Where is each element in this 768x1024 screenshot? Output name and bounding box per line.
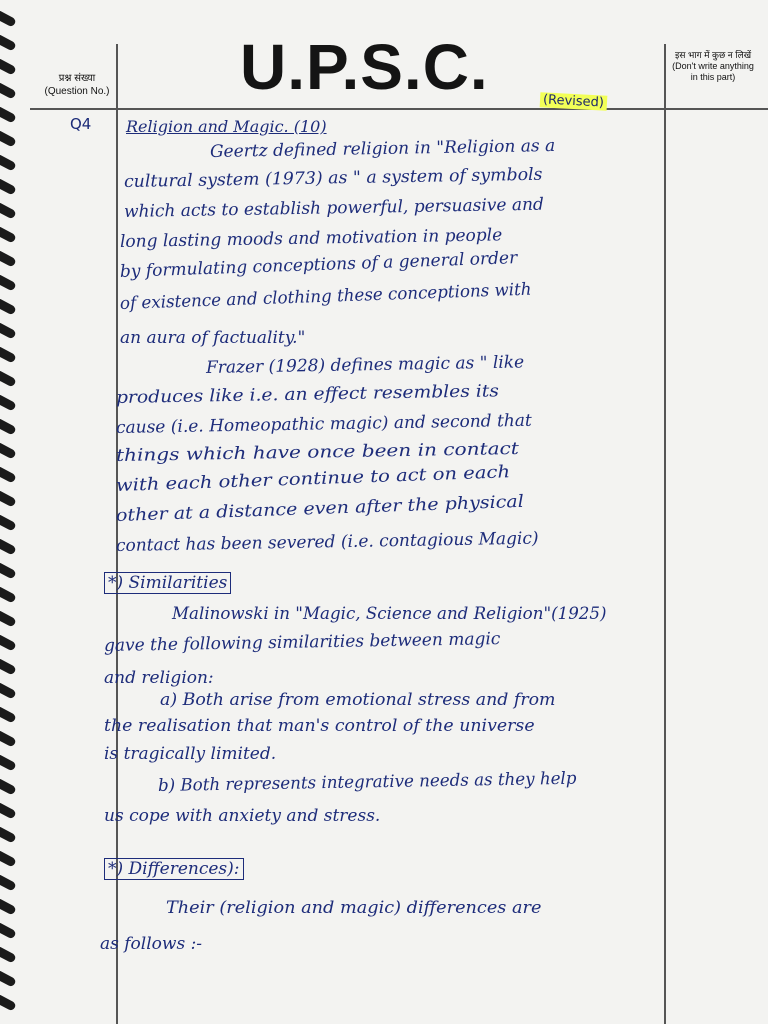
answer-line: with each other continue to act on each [115,462,511,496]
answer-line: Their (religion and magic) differences are [166,898,542,918]
revised-highlight: (Revised) [540,92,608,110]
answer-line: us cope with anxiety and stress. [104,806,381,826]
answer-line: of existence and clothing these conceptions with [119,279,532,314]
answer-line: b) Both represents integrative needs as they help [157,768,577,796]
answer-line: a) Both arise from emotional stress and from [160,690,556,710]
answer-line: which acts to establish powerful, persuasive and [123,194,545,222]
answer-line: Geertz defined religion in "Religion as a [209,135,556,162]
similarities-heading: *) Similarities [104,572,231,594]
answer-line: Malinowski in "Magic, Science and Religion"(1925) [172,604,607,624]
answer-line: contact has been severed (i.e. contagious Magic) [115,528,539,556]
answer-line: long lasting moods and motivation in people [119,225,503,252]
header-rule [30,108,768,110]
answer-line: is tragically limited. [104,744,277,764]
answer-line: produces like i.e. an effect resembles its [115,381,500,408]
question-no-label: प्रश्न संख्या (Question No.) [44,73,110,97]
answer-line: things which have once been in contact [115,438,520,466]
answer-line: and religion: [104,668,214,688]
spiral-binding [0,0,22,1024]
answer-line: cause (i.e. Homeopathic magic) and second that [115,410,532,438]
right-margin-rule [664,44,666,1024]
answer-line: other at a distance even after the physical [115,491,525,526]
question-number: Q4 [70,115,92,133]
no-write-note: इस भाग में कुछ न लिखें (Don't write anything in this part) [672,50,754,82]
answer-line: by formulating conceptions of a general order [119,248,518,282]
answer-line: as follows :- [100,934,203,954]
answer-line: the realisation that man's control of the universe [104,716,535,736]
differences-heading: *) Differences): [104,858,244,880]
page-title: U.P.S.C. [240,31,489,103]
answer-heading: Religion and Magic. (10) [126,117,327,136]
answer-line: gave the following similarities between magic [103,629,501,656]
answer-line: an aura of factuality." [120,328,306,348]
answer-line: Frazer (1928) defines magic as " like [205,352,525,378]
answer-line: cultural system (1973) as " a system of symbols [123,164,543,192]
